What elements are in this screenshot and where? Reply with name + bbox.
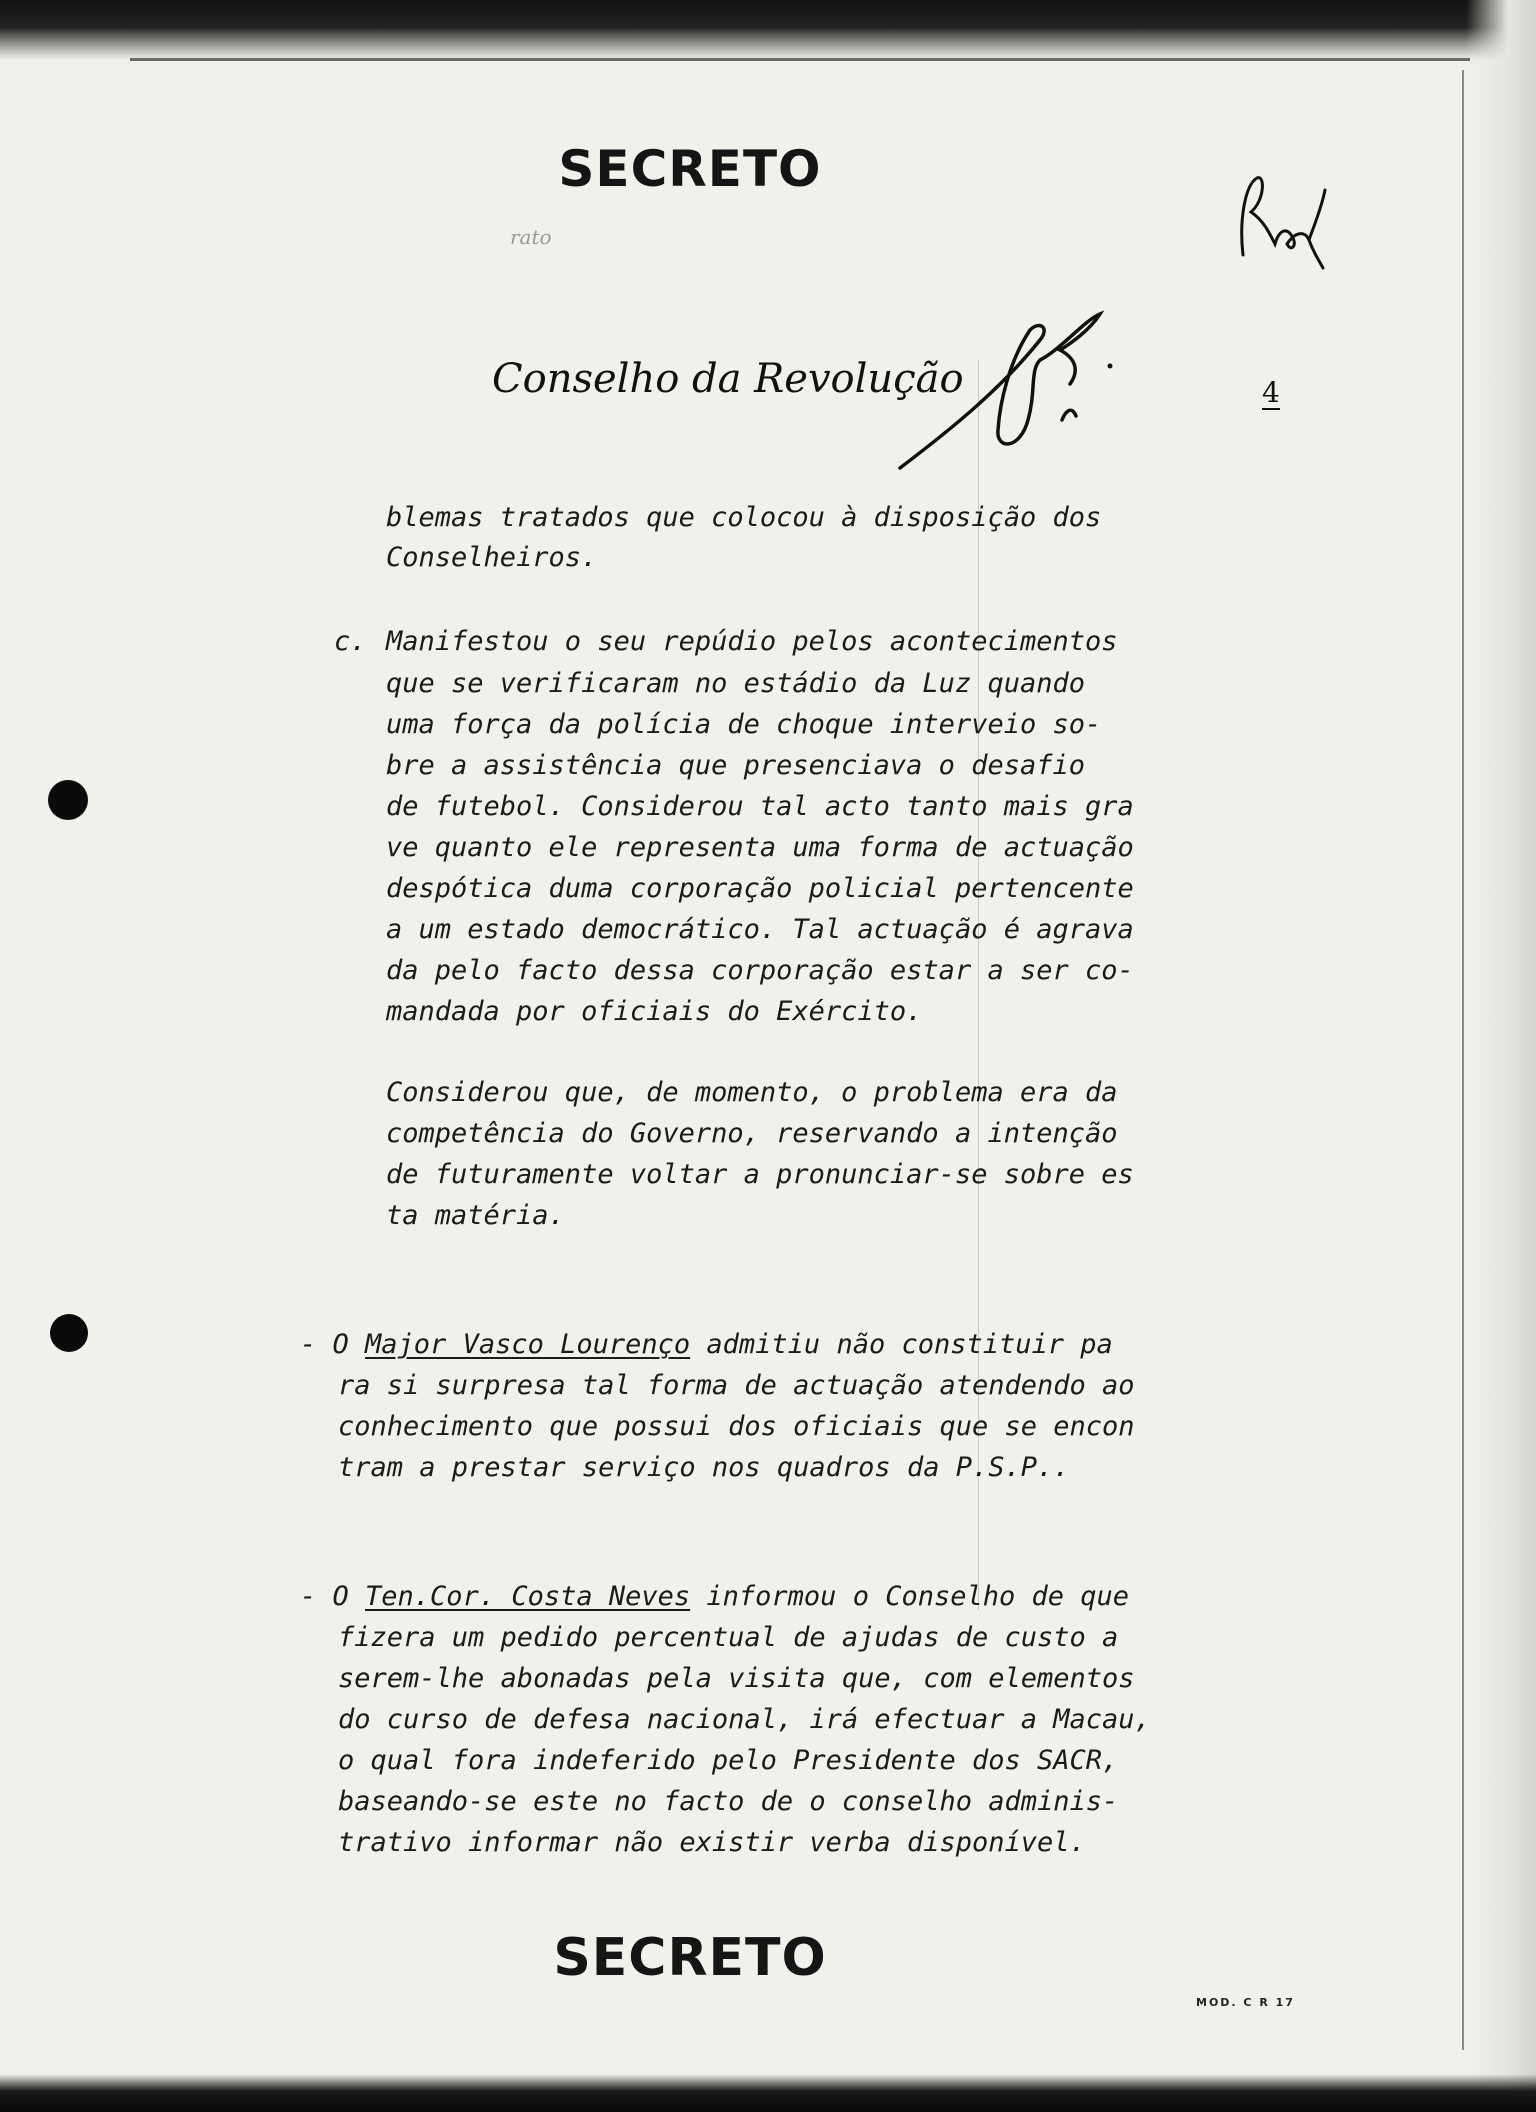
scan-edge-right [1466,0,1536,2112]
handwritten-initials [1235,160,1335,270]
text-line: ta matéria. [386,1200,565,1231]
text-line: tram a prestar serviço nos quadros da P.S.P.. [338,1452,1070,1483]
text-line: trativo informar não existir verba disponível. [338,1827,1086,1858]
text-line: - O Ten.Cor. Costa Neves informou o Conselho de que [300,1581,1130,1612]
classification-stamp-top: SECRETO [558,140,822,198]
text-line: ve quanto ele representa uma forma de actuação [386,832,1134,863]
text-line: a um estado democrático. Tal actuação é agrava [386,914,1134,945]
letterhead: Conselho da Revolução [492,356,964,402]
classification-stamp-bottom: SECRETO [553,1928,827,1988]
text-line: serem-lhe abonadas pela visita que, com elementos [338,1663,1135,1694]
text-line: da pelo facto dessa corporação estar a ser co- [386,955,1134,986]
text-line: despótica duma corporação policial pertencente [386,873,1134,904]
text-line: do curso de defesa nacional, irá efectuar a Macau, [338,1704,1151,1735]
text-line: Manifestou o seu repúdio pelos acontecimentos [386,626,1118,657]
right-border-line [1462,70,1464,2050]
text-line: ra si surpresa tal forma de actuação atendendo ao [338,1370,1135,1401]
text-line: conhecimento que possui dos oficiais que se encon [338,1411,1135,1442]
top-border-line [130,58,1470,61]
text-line: bre a assistência que presenciava o desafio [386,750,1085,781]
scan-edge-top [0,0,1536,60]
text-line: de futebol. Considerou tal acto tanto mais gra [386,791,1134,822]
text-line: que se verificaram no estádio da Luz quando [386,668,1085,699]
text-line: mandada por oficiais do Exército. [386,996,923,1027]
page-number: 4 [1262,376,1280,409]
scan-edge-bottom [0,2074,1536,2112]
text-line: o qual fora indeferido pelo Presidente dos SACR, [338,1745,1119,1776]
form-code: MOD. C R 17 [1196,1996,1295,2009]
text-line: Considerou que, de momento, o problema era da [386,1077,1118,1108]
punch-hole-upper [48,780,88,820]
list-marker: c. [334,626,367,657]
person-name: Major Vasco Lourenço [365,1329,691,1360]
text-line: uma força da polícia de choque interveio so- [386,709,1102,740]
text-line: de futuramente voltar a pronunciar-se sobre es [386,1159,1134,1190]
text-line: competência do Governo, reservando a intenção [386,1118,1118,1149]
punch-hole-lower [50,1314,88,1352]
text-line: blemas tratados que colocou à disposição dos [386,502,1102,533]
text-line: - O Major Vasco Lourenço admitiu não constituir pa [300,1329,1113,1360]
person-name: Ten.Cor. Costa Neves [365,1581,691,1612]
faint-mark: rato [510,225,552,249]
text-line: fizera um pedido percentual de ajudas de custo a [338,1622,1119,1653]
text-line: baseando-se este no facto de o conselho adminis- [338,1786,1119,1817]
text-line: Conselheiros. [386,542,598,573]
